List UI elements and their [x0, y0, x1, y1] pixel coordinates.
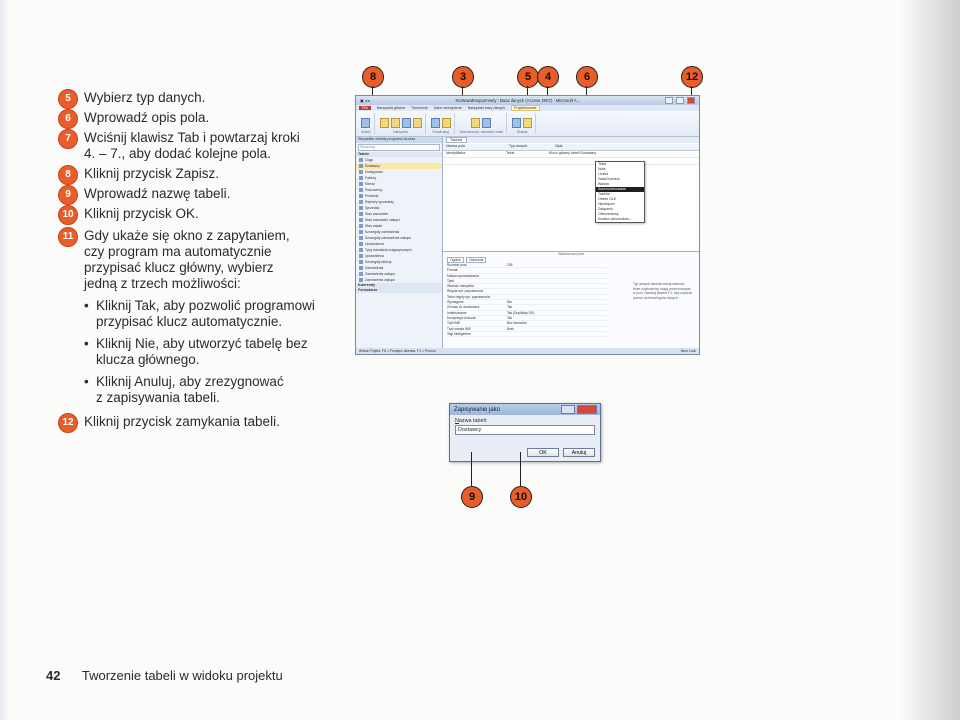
step-number: 8 [58, 165, 78, 185]
minimize-icon[interactable] [665, 97, 673, 104]
dropdown-option[interactable]: Waluta [598, 182, 609, 186]
dialog-title: Zapisywanie jako [454, 406, 501, 413]
primary-key-icon[interactable] [380, 118, 389, 128]
object-dependencies-icon[interactable] [523, 118, 532, 128]
table-icon [359, 182, 363, 186]
step-11 [58, 228, 318, 292]
num-lock-indicator: Num Lock [680, 349, 696, 353]
option-cancel: • Kliknij Anuluj, aby zrezygnować z zapisywania tabeli. [84, 374, 318, 406]
field-name-cell[interactable]: Identyfikator [446, 151, 466, 155]
document-tab[interactable]: Tabela1 [446, 137, 467, 143]
dropdown-option[interactable]: Kreator odnośników... [598, 217, 632, 221]
page-spine [0, 0, 10, 720]
property-value[interactable] [507, 295, 607, 299]
window-title: StoWuwdKsiparmnety : Baza danych (Access 2007) - Microsoft A... [455, 98, 581, 103]
table-icon [359, 242, 363, 246]
data-type-dropdown[interactable] [595, 161, 645, 223]
dropdown-option[interactable]: Tekst [598, 162, 607, 166]
step-text: Wprowadź nazwę tabeli. [84, 186, 231, 201]
nav-search-input[interactable]: Wyszukaj... [358, 144, 440, 151]
ribbon-group-views: Widoki [358, 113, 375, 134]
table-icon [359, 248, 363, 252]
dialog-actions [527, 448, 595, 457]
step-9 [58, 186, 318, 202]
indexes-icon[interactable] [442, 118, 451, 128]
property-value[interactable]: Tak [507, 305, 513, 310]
tab-external-data[interactable]: Dane zewnętrzne [433, 106, 462, 110]
nav-item-table[interactable]: Klienci [356, 181, 442, 187]
callout-3: 3 [452, 66, 474, 88]
nav-group-forms[interactable]: Formularze [356, 288, 442, 293]
nav-item-table[interactable]: Ciągi [356, 157, 442, 163]
dropdown-option-selected[interactable]: Autonumerowanie [596, 187, 644, 192]
callout-8: 8 [362, 66, 384, 88]
ribbon-group-show-hide: Pokaż/ukryj [428, 113, 455, 134]
status-text: Widok Projekt. F6 = Przełącz okienka. F1 = Pomoc. [359, 349, 437, 353]
nav-item-table[interactable]: Zamówienia [356, 265, 442, 271]
document-tab-bar [443, 137, 699, 143]
quick-access-toolbar[interactable]: ▣ ◂ ▸ [360, 98, 371, 103]
step-number: 7 [58, 129, 78, 149]
table-icon [359, 230, 363, 234]
test-rules-icon[interactable] [402, 118, 411, 128]
insert-rows-icon[interactable] [413, 118, 422, 128]
table-icon [359, 266, 363, 270]
callout-9: 9 [461, 486, 483, 508]
property-name: Tytuł [447, 278, 454, 283]
nav-header[interactable]: Wszystkie obiekty programu Access [356, 137, 442, 143]
ribbon-group-events: Zdarzenia pól, rekordów i tabel [457, 113, 508, 134]
property-help-text: Typ danych określa rodzaj wartości, które użytkownicy mogą przechowywać w polu. Naciśnij klawisz F1, aby uzyskać pomoc na temat typów danych. [633, 282, 693, 300]
tab-home[interactable]: Narzędzia główne [376, 106, 406, 110]
property-row[interactable] [447, 332, 607, 337]
nav-item-table[interactable]: Uprawnienia [356, 241, 442, 247]
callout-5: 5 [517, 66, 539, 88]
property-value[interactable]: 255 [507, 263, 513, 267]
property-name: Zerowa dł. dozwolona [447, 305, 480, 310]
property-value[interactable] [507, 284, 607, 288]
property-value[interactable]: Bez formantu [507, 321, 527, 326]
field-properties-title: Właściwości pola [558, 252, 584, 256]
nav-group-queries[interactable]: Kwerendy [356, 283, 442, 288]
maximize-icon[interactable] [676, 97, 684, 104]
nav-item-table[interactable]: Szczegóły faktury [356, 259, 442, 265]
page-footer [46, 668, 283, 683]
callout-12: 12 [681, 66, 703, 88]
nav-item-table[interactable]: Faktury [356, 175, 442, 181]
help-icon[interactable] [561, 405, 575, 414]
property-name: Reguła spr. poprawności [447, 289, 484, 294]
field-name-cell[interactable] [443, 158, 506, 164]
property-name: Maska wprowadzania [447, 273, 479, 278]
dropdown-option[interactable]: Hiperłącze [598, 202, 615, 206]
step-number: 11 [58, 227, 78, 247]
property-name: Wymagane [447, 300, 464, 305]
grid-header [443, 144, 699, 151]
nav-item-table[interactable]: Stan zadań [356, 223, 442, 229]
instruction-steps [58, 90, 318, 434]
table-icon [359, 158, 363, 162]
dropdown-option[interactable]: Obliczeniowy [598, 212, 619, 216]
property-name: Wartość domyślna [447, 284, 474, 289]
ok-button[interactable]: OK [527, 448, 559, 457]
option-no: • Kliknij Nie, aby utworzyć tabelę bez klucza głównego. [84, 336, 318, 368]
step-7 [58, 130, 318, 162]
table-icon [359, 170, 363, 174]
step-text: Wybierz typ danych. [84, 90, 206, 105]
property-value[interactable]: Brak [507, 326, 514, 331]
field-row[interactable] [443, 158, 699, 165]
step-number: 9 [58, 185, 78, 205]
dropdown-option[interactable]: Data/Godzina [598, 177, 620, 181]
table-design-view [443, 137, 699, 348]
step-text: Kliknij przycisk Zapisz. [84, 166, 220, 181]
cancel-button[interactable]: Anuluj [563, 448, 595, 457]
options-list [84, 298, 318, 406]
tab-general[interactable]: Ogólne [447, 257, 464, 263]
nav-item-table[interactable]: Produkty [356, 193, 442, 199]
ribbon-group-relationships: Relacje [509, 113, 536, 134]
nav-item-table[interactable]: Szczegóły zamówienia [356, 229, 442, 235]
description-cell[interactable]: Klucz główny tabeli Dostawcy [549, 151, 597, 155]
step-text: Gdy ukaże się okno z zapytaniem, czy program ma automatycznie przypisać klucz główny, wybierz jedną z trzech możliwości: [84, 228, 290, 291]
property-name: Format [447, 268, 458, 273]
leader-line [471, 452, 472, 486]
nav-item-table[interactable]: Szczegóły zamówienia zakupu [356, 235, 442, 241]
property-name: Rozmiar pola [447, 263, 467, 267]
dialog-titlebar [450, 404, 600, 415]
property-value[interactable] [507, 268, 607, 272]
workspace [356, 137, 699, 348]
property-name: Indeksowane [447, 310, 467, 315]
table-icon [359, 194, 363, 198]
access-titlebar [356, 96, 699, 105]
step-number: 10 [58, 205, 78, 225]
nav-item-table[interactable]: Uprawnienia [356, 253, 442, 259]
option-yes: • Kliknij Tak, aby pozwolić programowi przypisać klucz automatycznie. [84, 298, 318, 330]
field-grid [443, 144, 699, 248]
leader-line [520, 452, 521, 486]
callout-6: 6 [576, 66, 598, 88]
dropdown-option[interactable]: Obiekt OLE [598, 197, 617, 201]
property-value[interactable] [507, 274, 607, 278]
step-text: Wciśnij klawisz Tab i powtarzaj kroki 4. – 7., aby dodać kolejne pola. [84, 130, 300, 161]
dropdown-option[interactable]: Załącznik [598, 207, 613, 211]
close-icon[interactable] [687, 97, 695, 104]
table-icon [359, 278, 363, 282]
step-number: 5 [58, 89, 78, 109]
step-number: 6 [58, 109, 78, 129]
nav-item-table[interactable]: Stan zamówień [356, 211, 442, 217]
property-value[interactable] [507, 289, 607, 293]
step-5 [58, 90, 318, 106]
page-edge-shadow [900, 0, 960, 720]
step-10 [58, 206, 318, 222]
property-value[interactable]: Nie [507, 300, 512, 305]
ribbon [356, 111, 699, 137]
table-icon [359, 188, 363, 192]
table-icon [359, 212, 363, 216]
ribbon-group-tools: Narzędzia [377, 113, 426, 134]
field-properties [443, 251, 699, 348]
nav-item-table[interactable]: Stan zamówień zakupu [356, 217, 442, 223]
nav-item-table[interactable]: Dostawcy [356, 163, 442, 169]
step-number: 12 [58, 413, 78, 433]
page-number: 42 [46, 668, 61, 683]
col-description: Opis [555, 144, 563, 148]
table-icon [359, 236, 363, 240]
view-icon[interactable] [361, 118, 370, 128]
builder-icon[interactable] [391, 118, 400, 128]
property-value[interactable]: Tak [507, 315, 513, 320]
relationships-icon[interactable] [512, 118, 521, 128]
property-value[interactable] [507, 279, 607, 283]
table-icon [359, 224, 363, 228]
table-icon [359, 254, 363, 258]
nav-item-table[interactable]: Typy transakcji magazynowych [356, 247, 442, 253]
col-data-type: Typ danych [509, 144, 528, 148]
chapter-title: Tworzenie tabeli w widoku projektu [81, 668, 283, 683]
table-name-label: Nazwa tabeli: [455, 418, 488, 424]
step-6 [58, 110, 318, 126]
nav-item-table[interactable]: Pracownicy [356, 187, 442, 193]
data-type-cell[interactable]: Tekst [506, 151, 515, 155]
property-rows [443, 263, 699, 337]
access-window [355, 95, 700, 355]
nav-item-table[interactable]: Dostępność [356, 169, 442, 175]
table-icon [359, 206, 363, 210]
step-text: Kliknij przycisk OK. [84, 206, 199, 221]
dropdown-option[interactable]: Tak/Nie [598, 192, 610, 196]
property-name: Kompresja Unicode [447, 315, 476, 320]
step-8 [58, 166, 318, 182]
nav-item-table[interactable]: Sprzedaż [356, 205, 442, 211]
table-icon [359, 218, 363, 222]
nav-group-tables[interactable]: Tabele [356, 152, 442, 157]
callout-4: 4 [537, 66, 559, 88]
rename-macro-icon[interactable] [482, 118, 491, 128]
tab-lookup[interactable]: Odnośnik [466, 257, 486, 263]
property-name: Tekst reguły spr. poprawności [447, 294, 491, 299]
data-type-cell[interactable] [506, 158, 549, 164]
dropdown-option[interactable]: Nota [598, 167, 606, 171]
close-icon[interactable] [577, 405, 597, 414]
property-name: Tryb IME [447, 321, 461, 326]
property-value[interactable]: Tak (Duplikaty OK) [507, 310, 535, 315]
property-name: Tagi inteligentne [447, 331, 471, 336]
step-text: Wprowadź opis pola. [84, 110, 210, 125]
dropdown-option[interactable]: Liczba [598, 172, 609, 176]
table-icon [359, 272, 363, 276]
property-name: Tryb zdania IME [447, 326, 471, 331]
property-value[interactable] [507, 332, 607, 336]
step-12 [58, 414, 318, 430]
nav-item-table[interactable]: Zamówienia zakupu [356, 271, 442, 277]
step-text: Kliknij przycisk zamykania tabeli. [84, 414, 280, 429]
nav-item-table[interactable]: Rejestry sprzedaży [356, 199, 442, 205]
navigation-pane [356, 137, 443, 348]
table-icon [359, 260, 363, 264]
table-name-input[interactable]: Dostawcy [455, 425, 595, 435]
tab-database-tools[interactable]: Narzędzia bazy danych [467, 106, 506, 110]
tab-file[interactable]: Plik [359, 106, 371, 110]
field-row[interactable] [443, 151, 699, 158]
tab-design[interactable]: Projektowanie [511, 105, 540, 111]
table-icon [359, 200, 363, 204]
status-bar [356, 348, 699, 354]
callout-10: 10 [510, 486, 532, 508]
tab-create[interactable]: Tworzenie [411, 106, 428, 110]
table-icon [359, 164, 363, 168]
nav-item-table[interactable]: Zamówienia zakupu [356, 277, 442, 283]
table-icon [359, 176, 363, 180]
property-sheet-icon[interactable] [431, 118, 440, 128]
col-field-name: Nazwa pola [446, 144, 465, 148]
data-macros-icon[interactable] [471, 118, 480, 128]
